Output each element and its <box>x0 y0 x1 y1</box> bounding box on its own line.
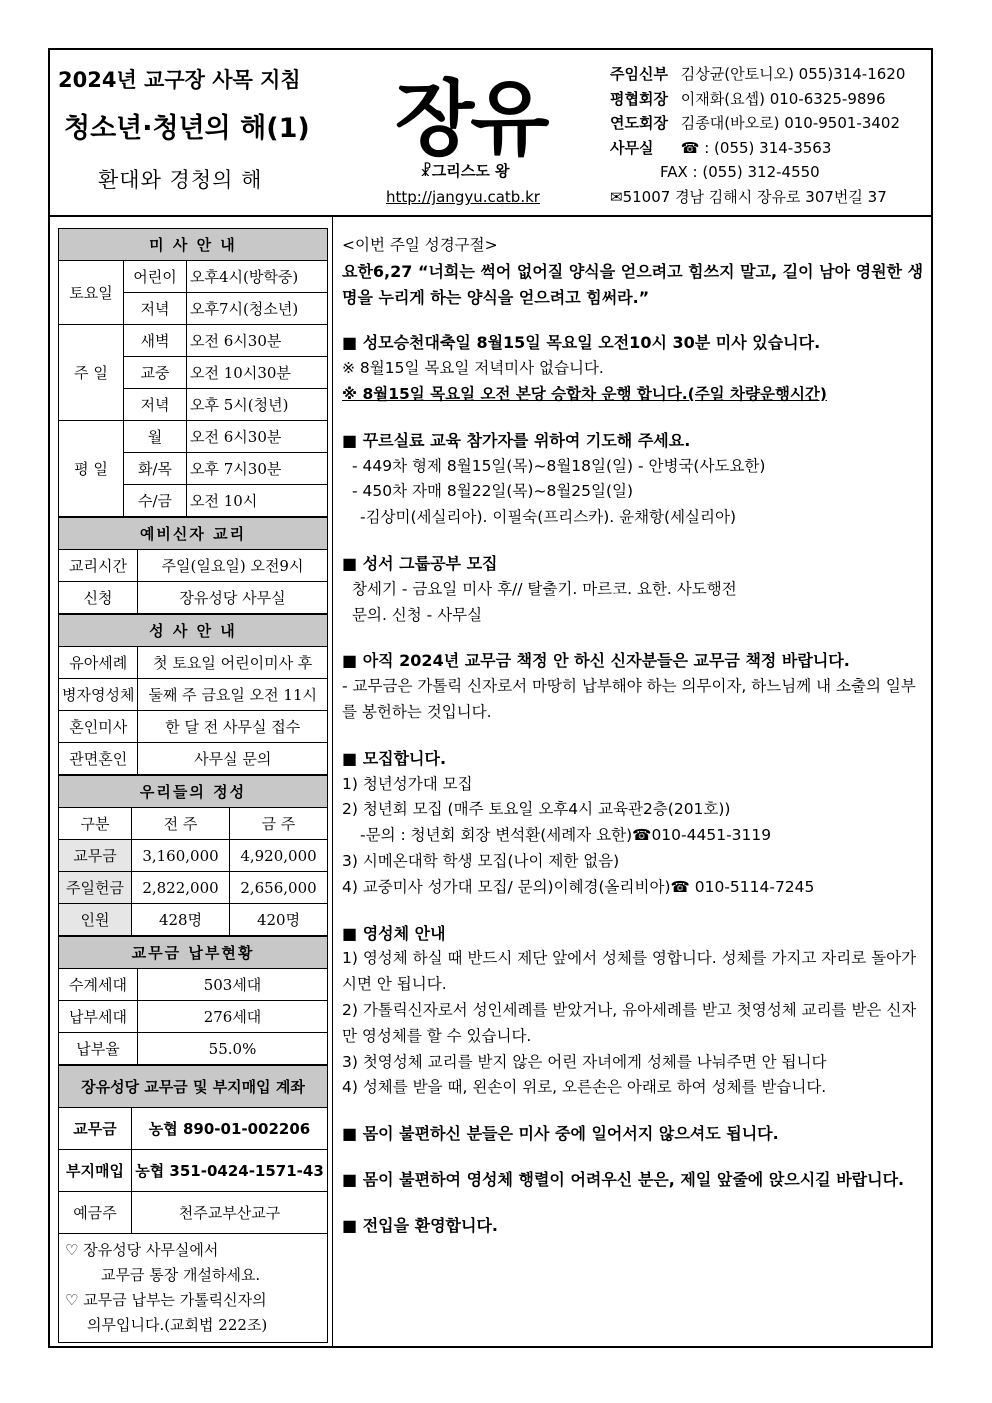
contact-line: 연도회장 김종대(바오로) 010-9501-3402 <box>610 114 900 132</box>
scripture-verse: 요한6,27 “너희는 썩어 없어질 양식을 얻으려고 힘쓰지 말고, 길이 남아 영원한 생명을 누리게 하는 양식을 얻으려고 힘써라.” <box>342 261 924 307</box>
announcement-line: 2) 가톨릭신자로서 성인세례를 받았거나, 유아세례를 받고 첫영성체 교리를 받은 신자만 영성체를 할 수 있습니다. <box>342 1000 917 1045</box>
table-cell-value: 3,160,000 <box>132 840 230 872</box>
parish-website-link[interactable]: http://jangyu.catb.kr <box>386 188 540 206</box>
announcement-line: 4) 교중미사 성가대 모집/ 문의)이혜경(올리비아)☎ 010-5114-7245 <box>342 877 815 896</box>
parish-subtitle: ☧그리스도 왕 <box>420 162 510 180</box>
announcement-heading: ■ 영성체 안내 <box>342 923 446 943</box>
contact-line: FAX : (055) 312-4550 <box>660 163 820 181</box>
mass-time: 오전 10시 <box>187 485 328 517</box>
column-header: 구분 <box>59 808 132 840</box>
note-line: 교무금 통장 개설하세요. <box>101 1266 261 1284</box>
note-line: 의무입니다.(교회법 222조) <box>87 1316 268 1334</box>
announcement-heading: ■ 몸이 불편하신 분들은 미사 중에 일어서지 않으셔도 됩니다. <box>342 1124 779 1144</box>
table-cell-label: 주일헌금 <box>59 872 132 904</box>
table-cell-value: 276세대 <box>138 1001 328 1033</box>
mass-day: 수/금 <box>124 485 187 517</box>
mass-time: 오전 6시30분 <box>187 421 328 453</box>
announcement-line: - 450차 자매 8월22일(목)~8월25일(일) <box>352 482 634 501</box>
account-number: 농협 890-01-002206 <box>132 1108 328 1150</box>
table-cell-label: 교무금 <box>59 840 132 872</box>
note-line: ♡ 교무금 납부는 가톨릭신자의 <box>65 1291 267 1309</box>
saturday-label: 토요일 <box>59 261 124 325</box>
announcement-heading: ■ 성모승천대축일 8월15일 목요일 오전10시 30분 미사 있습니다. <box>342 333 821 353</box>
pastoral-guideline: 2024년 교구장 사목 지침 <box>58 68 301 92</box>
contact-line: 평협회장 이재화(요셉) 010-6325-9896 <box>610 89 886 108</box>
announcement-line: 1) 청년성가대 모집 <box>342 774 473 793</box>
mass-type: 새벽 <box>124 325 187 357</box>
announcement-line: 3) 시메온대학 학생 모집(나이 제한 없음) <box>342 851 620 870</box>
mass-time: 오전 10시30분 <box>187 357 328 389</box>
table-cell-value: 한 달 전 사무실 접수 <box>138 711 328 743</box>
mass-schedule-title: 미 사 안 내 <box>59 229 328 261</box>
offerings-table <box>58 775 328 936</box>
table-cell-value: 주일(일요일) 오전9시 <box>138 550 328 582</box>
catechumen-title: 예비신자 교리 <box>59 518 328 550</box>
left-sidebar <box>58 228 328 1343</box>
announcement-line: ※ 8월15일 목요일 저녁미사 없습니다. <box>342 359 604 378</box>
table-cell-value: 장유성당 사무실 <box>138 582 328 614</box>
table-cell-label: 혼인미사 <box>59 711 138 743</box>
mass-type: 교중 <box>124 357 187 389</box>
announcement-line: ※ 8월15일 목요일 오전 본당 승합차 운행 합니다.(주일 차량운행시간) <box>342 384 827 403</box>
mass-schedule-table <box>58 228 328 517</box>
mail-icon: ✉ <box>610 187 623 206</box>
parish-title: 장유 <box>395 72 546 167</box>
contact-line: 주임신부 김상균(안토니오) 055)314-1620 <box>610 65 906 83</box>
table-cell-label: 납부세대 <box>59 1001 138 1033</box>
announcement-heading: ■ 모집합니다. <box>342 748 447 768</box>
year-theme: 청소년·청년의 해(1) <box>64 113 310 144</box>
note-line: ♡ 장유성당 사무실에서 <box>65 1241 219 1259</box>
announcement-heading: ■ 전입을 환영합니다. <box>342 1215 498 1235</box>
mass-time: 오전 6시30분 <box>187 325 328 357</box>
weekday-label: 평 일 <box>59 421 124 517</box>
dues-status-table <box>58 936 328 1065</box>
announcement-heading: ■ 몸이 불편하여 영성체 행렬이 어려우신 분은, 제일 앞줄에 앉으시길 바랍니다. <box>342 1169 905 1189</box>
table-cell-label: 납부율 <box>59 1033 138 1065</box>
table-cell-value: 4,920,000 <box>230 840 328 872</box>
chi-rho-icon: ☧ <box>420 162 432 180</box>
verse-title: <이번 주일 성경구절> <box>342 236 498 254</box>
header <box>50 50 931 217</box>
table-cell-value: 55.0% <box>138 1033 328 1065</box>
table-cell-label: 교리시간 <box>59 550 138 582</box>
table-cell-value: 503세대 <box>138 969 328 1001</box>
contact-line: ✉51007 경남 김해시 장유로 307번길 37 <box>610 187 887 206</box>
table-cell-label: 인원 <box>59 904 132 936</box>
offerings-title: 우리들의 정성 <box>59 776 328 808</box>
announcement-line: -문의 : 청년회 회장 변석환(세례자 요한)☎010-4451-3119 <box>360 826 772 845</box>
mass-type: 저녁 <box>124 293 187 325</box>
announcements <box>342 233 928 1239</box>
column-header: 전 주 <box>132 808 230 840</box>
accounts-title: 장유성당 교무금 및 부지매입 계좌 <box>59 1066 328 1108</box>
catechumen-table <box>58 517 328 614</box>
sacraments-title: 성 사 안 내 <box>59 615 328 647</box>
accounts-table <box>58 1065 328 1234</box>
account-number: 농협 351-0424-1571-43 <box>132 1150 328 1192</box>
announcement-heading: ■ 성서 그룹공부 모집 <box>342 553 498 573</box>
table-cell-label: 교무금 <box>59 1108 132 1150</box>
announcement-line: 3) 첫영성체 교리를 받지 않은 어린 자녀에게 성체를 나눠주면 안 됩니다 <box>342 1052 827 1071</box>
table-cell-value: 사무실 문의 <box>138 743 328 775</box>
sacraments-table <box>58 614 328 775</box>
year-motto: 환대와 경청의 해 <box>98 168 263 192</box>
accounts-notes <box>58 1234 328 1343</box>
contact-info <box>610 62 905 209</box>
table-cell-label: 부지매입 <box>59 1150 132 1192</box>
mass-time: 오후 7시30분 <box>187 453 328 485</box>
column-divider <box>332 215 333 1346</box>
contact-line: 사무실 ☎ : (055) 314-3563 <box>610 138 832 157</box>
announcement-line: - 교무금은 가톨릭 신자로서 마땅히 납부해야 하는 의무이자, 하느님께 내 소출의 일부를 봉헌하는 것입니다. <box>342 677 916 721</box>
table-cell-label: 유아세례 <box>59 647 138 679</box>
announcement-line: 1) 영성체 하실 때 반드시 제단 앞에서 성체를 영합니다. 성체를 가지고 자리로 돌아가시면 안 됩니다. <box>342 949 917 994</box>
table-cell-value: 둘째 주 금요일 오전 11시 <box>138 679 328 711</box>
announcement-line: -김상미(세실리아). 이필숙(프리스카). 윤채항(세실리아) <box>360 508 737 527</box>
mass-time: 오후 5시(청년) <box>187 389 328 421</box>
table-cell-label: 신청 <box>59 582 138 614</box>
mass-day: 월 <box>124 421 187 453</box>
account-holder: 천주교부산교구 <box>132 1192 328 1234</box>
mass-type: 저녁 <box>124 389 187 421</box>
dues-status-title: 교무금 납부현황 <box>59 937 328 969</box>
mass-time: 오후4시(방학중) <box>187 261 328 293</box>
announcement-line: 4) 성체를 받을 때, 왼손이 위로, 오른손은 아래로 하여 성체를 받습니다. <box>342 1078 827 1097</box>
announcement-line: 2) 청년회 모집 (매주 토요일 오후4시 교육관2층(201호)) <box>342 800 731 819</box>
table-cell-label: 병자영성체 <box>59 679 138 711</box>
announcement-heading: ■ 꾸르실료 교육 참가자를 위하여 기도해 주세요. <box>342 430 691 450</box>
mass-time: 오후7시(청소년) <box>187 293 328 325</box>
table-cell-value: 2,656,000 <box>230 872 328 904</box>
table-cell-label: 수계세대 <box>59 969 138 1001</box>
table-cell-value: 420명 <box>230 904 328 936</box>
mass-day: 화/목 <box>124 453 187 485</box>
announcement-line: - 449차 형제 8월15일(목)~8월18일(일) - 안병국(사도요한) <box>352 456 766 475</box>
table-cell-value: 2,822,000 <box>132 872 230 904</box>
sunday-label: 주 일 <box>59 325 124 421</box>
announcement-line: 창세기 - 금요일 미사 후// 탈출기. 마르코. 요한. 사도행전 <box>352 579 737 598</box>
bulletin-frame <box>48 48 933 1348</box>
table-cell-value: 428명 <box>132 904 230 936</box>
table-cell-label: 예금주 <box>59 1192 132 1234</box>
column-header: 금 주 <box>230 808 328 840</box>
mass-type: 어린이 <box>124 261 187 293</box>
announcement-line: 문의. 신청 - 사무실 <box>352 605 483 624</box>
table-cell-label: 관면혼인 <box>59 743 138 775</box>
announcement-heading: ■ 아직 2024년 교무금 책정 안 하신 신자분들은 교무금 책정 바랍니다. <box>342 651 850 671</box>
table-cell-value: 첫 토요일 어린이미사 후 <box>138 647 328 679</box>
